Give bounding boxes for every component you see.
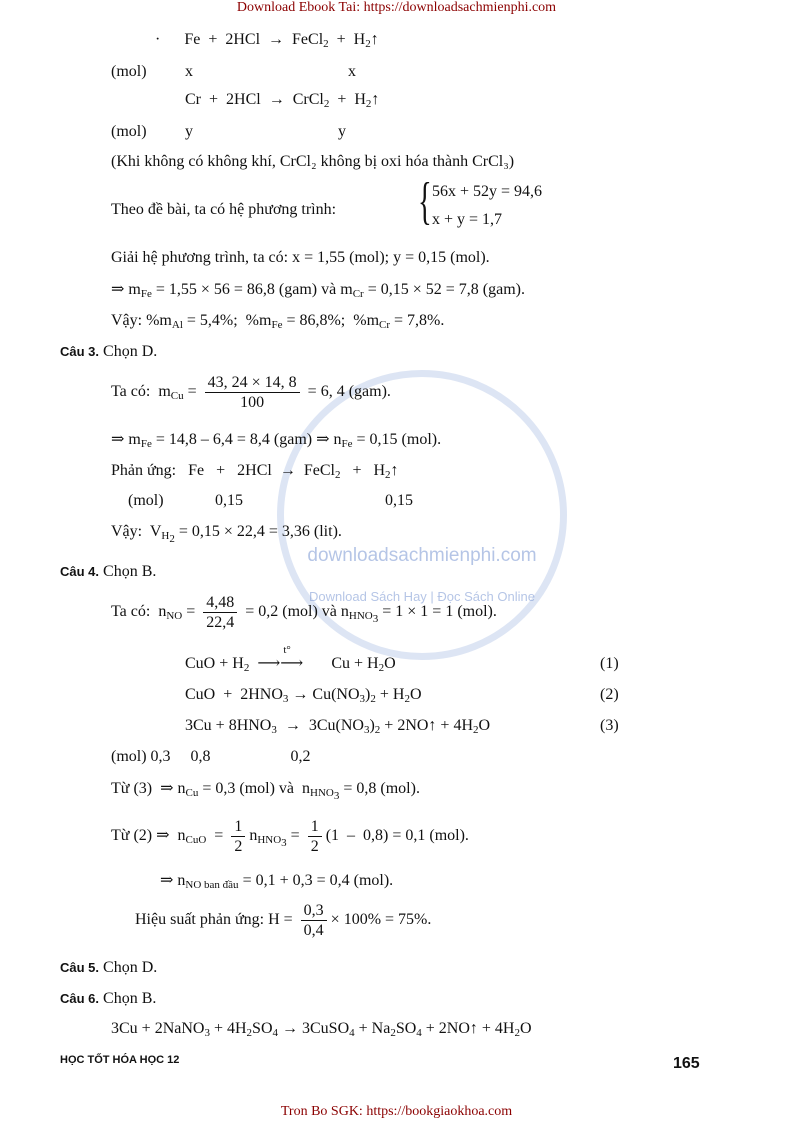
question-4-label: Câu 4. — [60, 564, 100, 579]
solve-line: Giải hệ phương trình, ta có: x = 1,55 (mol); y = 0,15 (mol). — [111, 249, 490, 266]
mass-line: ⇒ $m_{Fe} = 1,55 \times 56 = 86,8$ (gam) và $m_{Cr} = 0,15 \times 52 = 7,8$ (gam). — [111, 281, 525, 300]
mcu-calc: Ta có: $m_{Cu}$ = $\frac{43, 24 \times 14, 8}{100}$ = 6, 4 (gam). — [111, 373, 391, 411]
mol-y-1: y — [185, 123, 193, 140]
question-3-label: Câu 3. — [60, 344, 100, 359]
percent-line: Vậy: $\%m_{Al} = 5,4\%$; $\%m_{Fe} = 86,8\%$; $\%m_{Cr} = 7,8\%$. — [111, 312, 445, 331]
page-number: 165 — [673, 1055, 700, 1072]
mol-row-3: (mol) 0,3 0,8 0,2 — [111, 748, 311, 765]
ta-co: Ta có: — [111, 383, 151, 400]
watermark-tagline: Download Sách Hay | Đọc Sách Online — [309, 589, 535, 604]
hieu-suat: Hiệu suất phản ứng: H = $\frac{0,3}{0,4}$ × 100% = 75%. — [135, 901, 432, 939]
mol-label: (mol) — [111, 123, 147, 140]
question-5: Câu 5. Chọn D. — [60, 959, 158, 976]
mfe-line: ⇒ $m_{Fe} = 14,8 - 6,4 = 8,4$ (gam) ⇒ $n_{Fe} = 0,15$ (mol). — [111, 431, 442, 450]
tu3-line: Từ (3) ⇒ $n_{Cu} = 0,3$ (mol) và $n_{HNO_3} = 0,8$ (mol). — [111, 780, 420, 802]
mol-y-2: y — [338, 123, 346, 140]
mol-x-1: x — [185, 63, 193, 80]
watermark-site: downloadsachmienphi.com — [307, 545, 537, 566]
question-3 — [60, 342, 157, 362]
nno-ban-dau: ⇒ $n_{NO ban đầu} = 0,1 + 0,3 = 0,4$ (mol). — [160, 872, 394, 891]
reaction-3-no: (3) — [600, 717, 619, 734]
system-eq1: 56x + 52y = 94,6 — [432, 183, 543, 200]
reaction-1-no: (1) — [600, 655, 619, 672]
note-crcl2: (Khi không có không khí, CrCl₂ không bị oxi hóa thành CrCl₃) — [111, 153, 515, 170]
mol-val-1: 0,15 — [215, 492, 243, 509]
phan-ung-line: Phản ứng: Fe + 2HCl → FeCl$_2$ + $H_2↑$ — [111, 462, 399, 481]
footer-book-title: HỌC TỐT HÓA HỌC 12 — [60, 1054, 180, 1066]
mol-x-2: x — [348, 63, 356, 80]
question-4 — [60, 562, 156, 582]
reaction-cr-hcl: Cr + 2HCl → CrCl$_2$ + $H_2↑$ — [185, 91, 380, 110]
reaction-cu-nano3: 3Cu + 2NaNO$_3$ + $4H_2SO_4$ → 3CuSO$_4$ + $Na_2SO_4$ + 2NO↑ + $4H_2O$ — [111, 1020, 532, 1039]
question-4-choice: Chọn B. — [103, 563, 157, 580]
nno-calc: Ta có: $n_{NO}$ = $\frac{4,48}{22,4}$ = 0,2 (mol) và $n_{HNO_3} = 1 \times 1 = 1$ (mol). — [111, 593, 497, 631]
reaction-2-no: (2) — [600, 686, 619, 703]
tu2-line: Từ (2) ⇒ $n_{CuO}$ = $\frac{1}{2}$ $n_{HNO_3}$ = $\frac{1}{2}$ (1 – 0,8) = 0,1 (mol). — [111, 817, 469, 855]
system-intro: Theo đề bài, ta có hệ phương trình: — [111, 201, 337, 218]
nno-fraction: $\frac{4,48}{22,4}$ — [203, 593, 237, 632]
mcu-result: = 6, 4 (gam). — [307, 383, 391, 400]
mcu-fraction — [205, 373, 300, 412]
footer-sgk-link[interactable]: Tron Bo SGK: https://bookgiaokhoa.com — [280, 1104, 513, 1119]
reaction-3: $3Cu + 8HNO_3 \to 3Cu(NO_3)_2$ + 2NO↑ + $4H_2O$ — [185, 717, 491, 736]
mcu-num: 43, 24 × 14, 8 — [205, 373, 300, 393]
question-3-choice: Chọn D. — [103, 343, 158, 360]
header-download-link[interactable]: Download Ebook Tai: https://downloadsachmienphi.com — [236, 0, 557, 15]
mol-val-2: 0,15 — [385, 492, 413, 509]
mol-label: (mol) — [128, 492, 164, 509]
reaction-fe-hcl: · Fe + 2HCl → FeCl$_2$ + $H_2↑$ — [155, 31, 379, 50]
vh2-line: Vậy: $V_{H_2} = 0,15 \times 22,4 = 3,36$ (lit). — [111, 523, 342, 545]
question-6: Câu 6. Chọn B. — [60, 990, 157, 1007]
mcu-den: 100 — [240, 393, 265, 411]
system-eq2: x + y = 1,7 — [432, 211, 503, 228]
mol-label: (mol) — [111, 63, 147, 80]
reaction-2: CuO + $2HNO_3 \to Cu(NO_3)_2 + H_2O$ — [185, 686, 422, 705]
reaction-1: CuO + $H_2$ t° ⟶⟶ $Cu + H_2O$ — [185, 644, 396, 674]
brace: { — [418, 173, 432, 230]
